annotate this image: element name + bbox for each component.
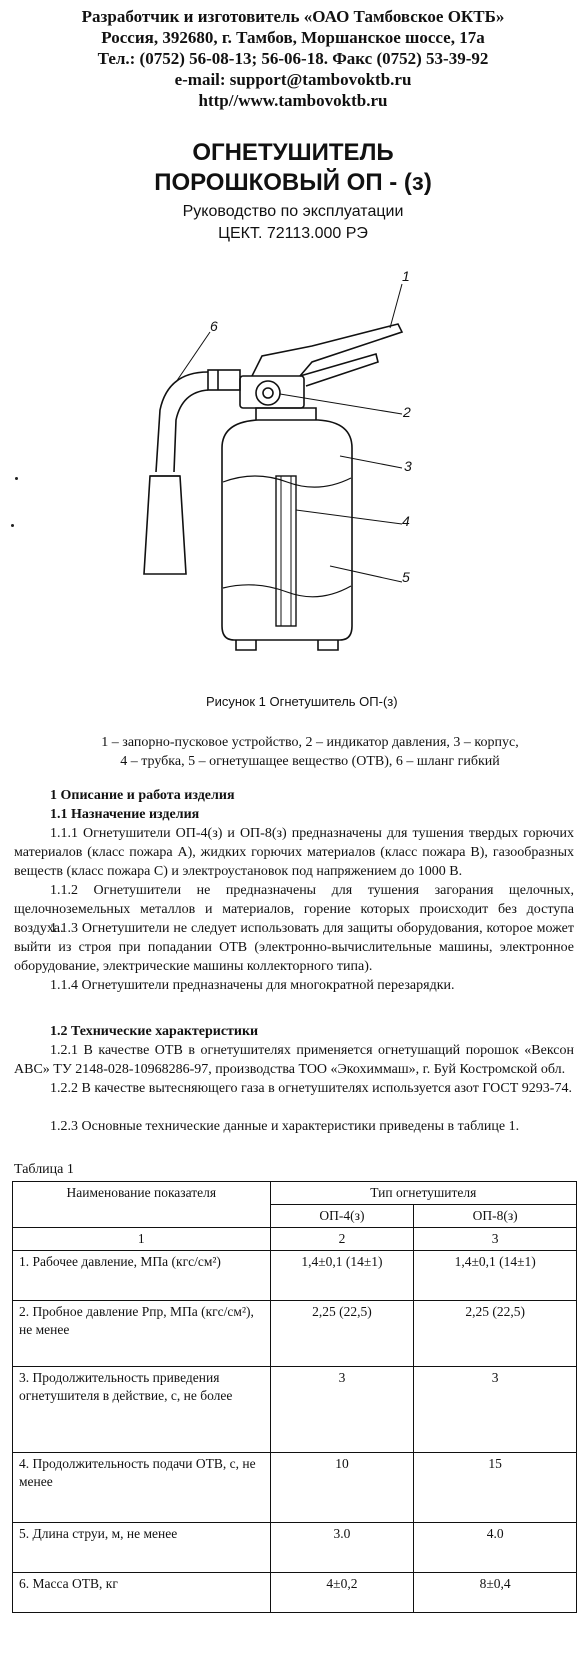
- table-row: [13, 1523, 577, 1573]
- row-name: 3. Продолжительность приведения огнетушителя в действие, с, не более: [13, 1367, 271, 1453]
- document-title-line1: ОГНЕТУШИТЕЛЬ: [192, 139, 394, 166]
- row-value-a: 10: [270, 1453, 414, 1523]
- col-number: 3: [414, 1228, 577, 1251]
- figure-label-4: 4: [402, 513, 410, 529]
- paragraph-1-1-3: 1.1.3 Огнетушители не следует использовать для защиты оборудования, которое может выйти из строя при попадании ОТВ (электронно-вычислительные машины, электронное оборудование, электрические машины коллекторного типа).: [14, 921, 574, 974]
- row-name: 2. Пробное давление Рпр, МПа (кгс/см²), не менее: [13, 1301, 271, 1367]
- row-name: 6. Масса ОТВ, кг: [13, 1573, 271, 1613]
- table-caption: Таблица 1: [14, 1162, 74, 1177]
- document-subtitle: Руководство по эксплуатации: [182, 203, 404, 220]
- table-row: [13, 1573, 577, 1613]
- row-value-a: 2,25 (22,5): [270, 1301, 414, 1367]
- figure-caption: Рисунок 1 Огнетушитель ОП-(з): [206, 694, 398, 709]
- extinguisher-drawing: [0, 255, 586, 685]
- figure-label-3: 3: [404, 458, 412, 474]
- figure-label-1: 1: [402, 268, 410, 284]
- header-col-a: ОП-4(з): [270, 1205, 414, 1228]
- paragraph-1-2-2: 1.2.2 В качестве вытесняющего газа в огнетушителях используется азот ГОСТ 9293-74.: [50, 1081, 572, 1096]
- row-value-b: 2,25 (22,5): [414, 1301, 577, 1367]
- row-value-b: 1,4±0,1 (14±1): [414, 1251, 577, 1301]
- header-type: Тип огнетушителя: [270, 1182, 576, 1205]
- row-value-a: 4±0,2: [270, 1573, 414, 1613]
- header-col-b: ОП-8(з): [414, 1205, 577, 1228]
- figure-label-2: 2: [403, 404, 411, 420]
- table-row: [13, 1367, 577, 1453]
- pressure-gauge: [256, 381, 280, 405]
- header-website: http//www.tambovoktb.ru: [198, 91, 388, 110]
- paragraph-1-2-3: 1.2.3 Основные технические данные и характеристики приведены в таблице 1.: [50, 1119, 520, 1134]
- document-code: ЦЕКТ. 72113.000 РЭ: [218, 225, 368, 242]
- figure-legend-line1: 1 – запорно-пусковое устройство, 2 – индикатор давления, 3 – корпус,: [101, 735, 519, 750]
- row-value-a: 3.0: [270, 1523, 414, 1573]
- paragraph-1-2-1: 1.2.1 В качестве ОТВ в огнетушителях применяется огнетушащий порошок «Вексон АВС» ТУ 2148-028-10968286-97, производства ТОО «Экохиммаш», г. Буй Костромской обл.: [14, 1043, 574, 1077]
- scan-speck: [15, 477, 18, 480]
- row-value-b: 3: [414, 1367, 577, 1453]
- row-value-b: 4.0: [414, 1523, 577, 1573]
- header-phone: Тел.: (0752) 56-08-13; 56-06-18. Факс (0752) 53-39-92: [97, 49, 489, 68]
- row-name: 1. Рабочее давление, МПа (кгс/см²): [13, 1251, 271, 1301]
- table-number-row: [13, 1228, 577, 1251]
- table-row: [13, 1301, 577, 1367]
- row-value-b: 8±0,4: [414, 1573, 577, 1613]
- paragraph-1-1-2: 1.1.2 Огнетушители не предназначены для тушения загорания щелочных, щелочноземельных металлов и материалов, горение которых происходит без доступа воздуха.: [14, 883, 574, 936]
- document-title-line2: ПОРОШКОВЫЙ ОП - (з): [154, 169, 432, 196]
- subsection-heading: 1.1 Назначение изделия: [50, 807, 200, 822]
- header-name: Наименование показателя: [13, 1182, 271, 1228]
- header-address: Россия, 392680, г. Тамбов, Моршанское шоссе, 17а: [101, 28, 485, 47]
- row-value-a: 3: [270, 1367, 414, 1453]
- figure-legend-line2: 4 – трубка, 5 – огнетушащее вещество (ОТВ), 6 – шланг гибкий: [120, 754, 500, 769]
- header-developer: Разработчик и изготовитель «ОАО Тамбовское ОКТБ»: [81, 7, 505, 26]
- row-name: 5. Длина струи, м, не менее: [13, 1523, 271, 1573]
- col-number: 1: [13, 1228, 271, 1251]
- header-email: e-mail: support@tambovoktb.ru: [174, 70, 412, 89]
- figure-label-5: 5: [402, 569, 410, 585]
- col-number: 2: [270, 1228, 414, 1251]
- section-heading: 1 Описание и работа изделия: [50, 788, 235, 803]
- scan-speck: [11, 524, 14, 527]
- table-row: [13, 1453, 577, 1523]
- row-value-a: 1,4±0,1 (14±1): [270, 1251, 414, 1301]
- figure-label-6: 6: [210, 318, 218, 334]
- nozzle: [144, 476, 186, 574]
- cylinder-body: [222, 420, 352, 640]
- specs-table: [12, 1181, 577, 1613]
- table-header-row: [13, 1182, 577, 1205]
- row-value-b: 15: [414, 1453, 577, 1523]
- paragraph-1-1-4: 1.1.4 Огнетушители предназначены для многократной перезарядки.: [50, 978, 455, 993]
- row-name: 4. Продолжительность подачи ОТВ, с, не менее: [13, 1453, 271, 1523]
- siphon-tube: [276, 476, 296, 626]
- paragraph-1-1-1: 1.1.1 Огнетушители ОП-4(з) и ОП-8(з) предназначены для тушения твердых горючих материалов (класс пожара А), жидких горючих материалов (класс пожара В), газообразных веществ (класс пожара С) и электроустановок под напряжением до 1000 В.: [14, 826, 574, 879]
- subsection-heading: 1.2 Технические характеристики: [50, 1024, 259, 1039]
- table-row: [13, 1251, 577, 1301]
- hose: [156, 372, 208, 472]
